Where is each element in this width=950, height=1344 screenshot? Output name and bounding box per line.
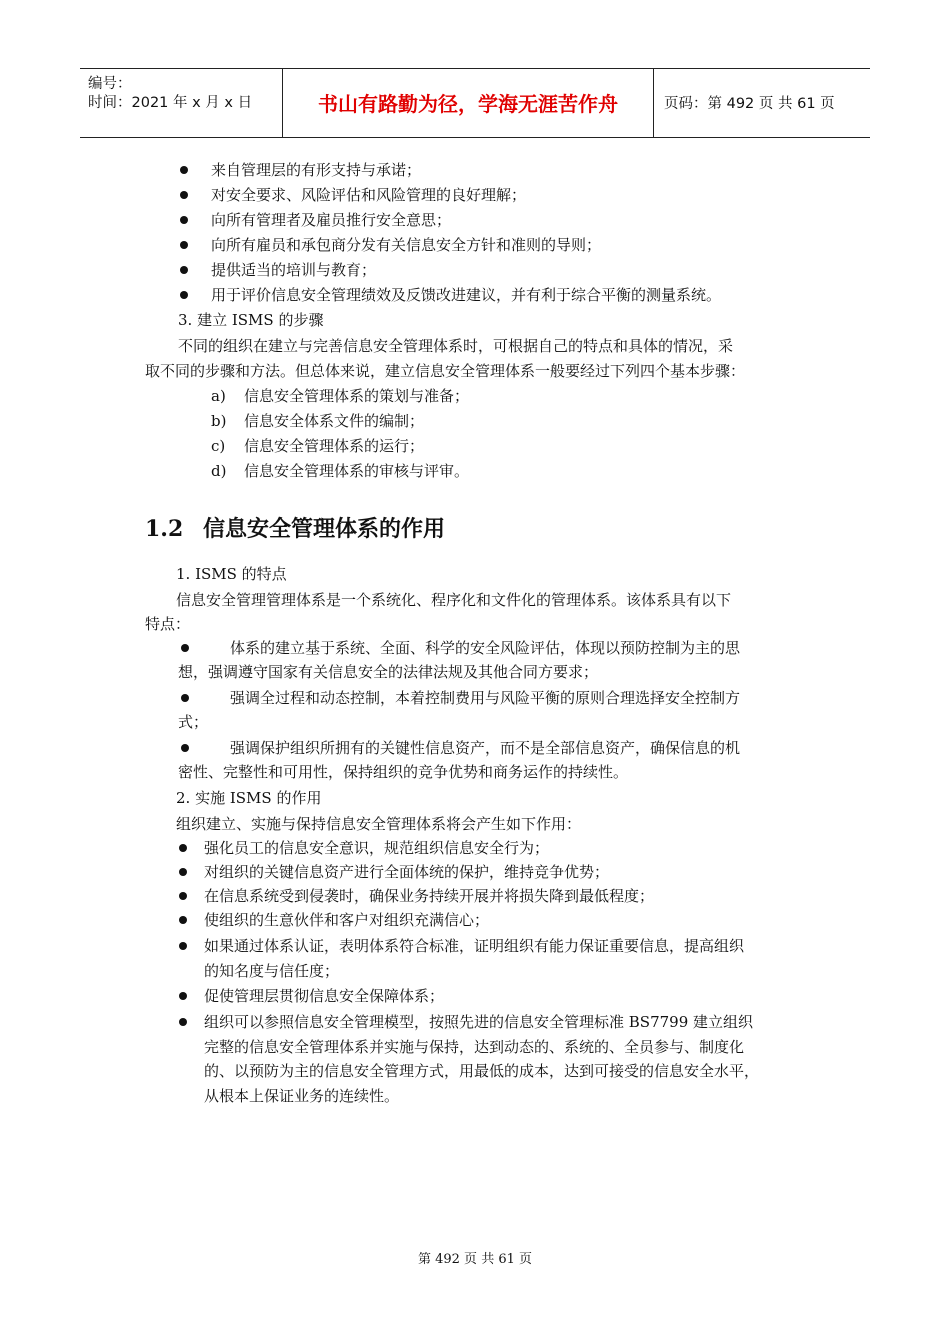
paragraph-line: 组织建立、实施与保持信息安全管理体系将会产生如下作用：: [176, 815, 582, 833]
bullet-icon: [179, 844, 187, 852]
bullet-icon: [180, 216, 188, 224]
feature-item-cont: 想，强调遵守国家有关信息安全的法律法规及其他合同方要求；: [178, 663, 599, 681]
effect-item-cont: 的、以预防为主的信息安全管理方式，用最低的成本，达到可接受的信息安全水平，: [204, 1062, 760, 1080]
bullet-icon: [179, 992, 187, 1000]
step-item: 信息安全管理体系的审核与评审。: [244, 462, 470, 480]
step-marker: a): [211, 387, 226, 405]
feature-item: 体系的建立基于系统、全面、科学的安全风险评估，体现以预防控制为主的思: [230, 639, 741, 657]
bullet-icon: [181, 744, 189, 752]
paragraph-line: 不同的组织在建立与完善信息安全管理体系时，可根据自己的特点和具体的情况，采: [178, 337, 734, 355]
effect-item: 使组织的生意伙伴和客户对组织充满信心；: [204, 911, 490, 929]
bullet-icon: [180, 266, 188, 274]
subheading: 2. 实施 ISMS 的作用: [176, 789, 322, 807]
list-item: 向所有雇员和承包商分发有关信息安全方针和准则的导则；: [211, 236, 602, 254]
bullet-icon: [181, 644, 189, 652]
step-marker: c): [211, 437, 226, 455]
effect-item-cont: 完整的信息安全管理体系并实施与保持，达到动态的、系统的、全员参与、制度化: [204, 1037, 745, 1056]
step-marker: d): [211, 462, 227, 480]
effect-item: 促使管理层贯彻信息安全保障体系；: [204, 987, 445, 1005]
subheading: 3. 建立 ISMS 的步骤: [178, 311, 324, 329]
list-item: 对安全要求、风险评估和风险管理的良好理解；: [211, 186, 527, 204]
paragraph-line: 特点：: [145, 615, 191, 633]
section-number: 1.2: [145, 516, 184, 542]
bullet-icon: [180, 291, 188, 299]
paragraph-line: 取不同的步骤和方法。但总体来说，建立信息安全管理体系一般要经过下列四个基本步骤：: [145, 362, 746, 380]
bullet-icon: [179, 942, 187, 950]
paragraph-line: 信息安全管理管理体系是一个系统化、程序化和文件化的管理体系。该体系具有以下: [176, 591, 732, 609]
bullet-icon: [179, 1018, 187, 1026]
feature-item-cont: 密性、完整性和可用性，保持组织的竞争优势和商务运作的持续性。: [178, 763, 629, 781]
page-header: [80, 68, 870, 138]
header-motto: 书山有路勤为径，学海无涯苦作舟: [318, 92, 618, 116]
bullet-icon: [180, 191, 188, 199]
bullet-icon: [180, 241, 188, 249]
effect-item: 强化员工的信息安全意识，规范组织信息安全行为；: [204, 839, 550, 857]
page-footer: 第 492 页 共 61 页: [417, 1252, 533, 1267]
effect-item: 如果通过体系认证，表明体系符合标准，证明组织有能力保证重要信息，提高组织: [204, 937, 745, 955]
list-item: 向所有管理者及雇员推行安全意思；: [211, 211, 452, 229]
header-divider: [653, 69, 654, 137]
bullet-icon: [179, 892, 187, 900]
bullet-icon: [179, 916, 187, 924]
list-item: 来自管理层的有形支持与承诺；: [211, 161, 422, 179]
list-item: 用于评价信息安全管理绩效及反馈改进建议，并有利于综合平衡的测量系统。: [211, 286, 722, 304]
feature-item: 强调全过程和动态控制，本着控制费用与风险平衡的原则合理选择安全控制方: [230, 689, 741, 707]
effect-item: 对组织的关键信息资产进行全面体统的保护，维持竞争优势；: [204, 863, 610, 881]
effect-item-cont: 的知名度与信任度；: [204, 961, 340, 980]
effect-item: 组织可以参照信息安全管理模型，按照先进的信息安全管理标准 BS7799 建立组织: [204, 1013, 754, 1031]
effect-item: 在信息系统受到侵袭时，确保业务持续开展并将损失降到最低程度；: [204, 887, 655, 905]
bullet-icon: [180, 166, 188, 174]
header-meta: [80, 69, 282, 137]
section-heading: [145, 512, 445, 543]
feature-item: 强调保护组织所拥有的关键性信息资产，而不是全部信息资产，确保信息的机: [230, 739, 741, 757]
header-page-info: 页码：第 492 页 共 61 页: [664, 96, 835, 112]
subheading: 1. ISMS 的特点: [176, 565, 287, 583]
list-item: 提供适当的培训与教育；: [211, 261, 377, 279]
effect-item-cont: 从根本上保证业务的连续性。: [204, 1086, 400, 1105]
header-date-label: 时间：2021 年 x 月 x 日: [88, 95, 253, 111]
step-item: 信息安全管理体系的策划与准备；: [244, 387, 470, 405]
section-title: 信息安全管理体系的作用: [203, 517, 446, 542]
step-item: 信息安全管理体系的运行；: [244, 437, 425, 455]
feature-item-cont: 式；: [178, 713, 209, 731]
step-marker: b): [211, 412, 227, 430]
bullet-icon: [181, 694, 189, 702]
header-number-label: 编号：: [88, 76, 132, 92]
step-item: 信息安全体系文件的编制；: [244, 412, 425, 430]
bullet-icon: [179, 868, 187, 876]
